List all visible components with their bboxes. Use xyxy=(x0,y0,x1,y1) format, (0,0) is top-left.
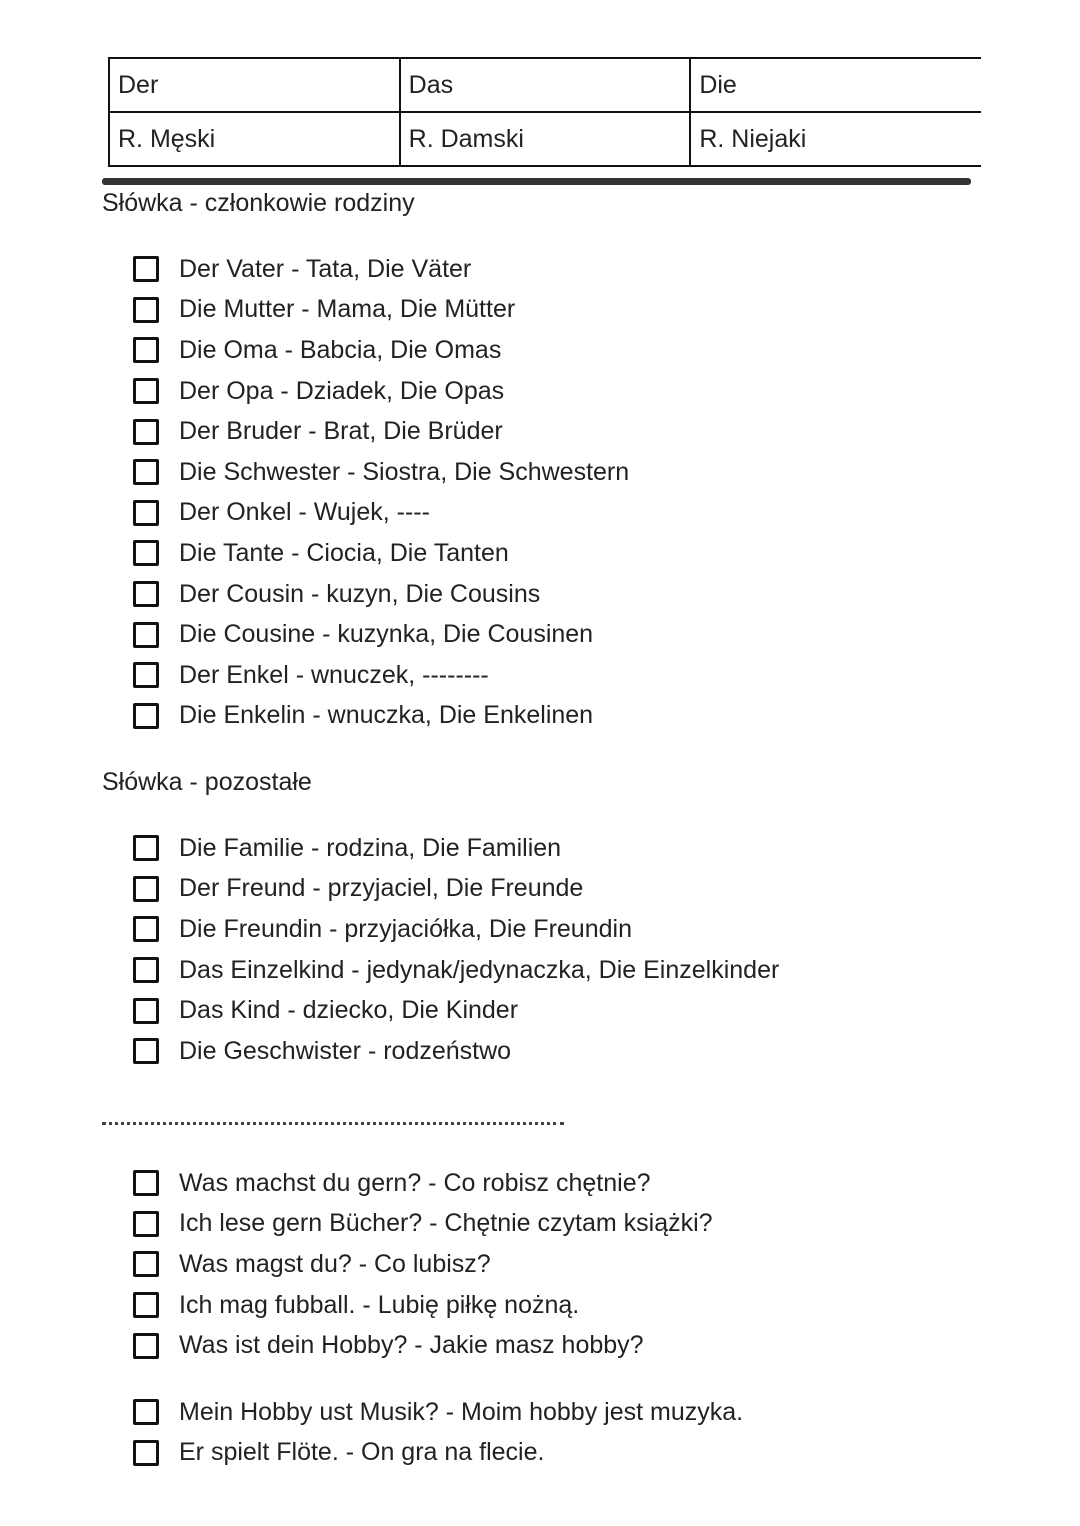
hobby-phrases-list xyxy=(133,1392,743,1473)
phrase-text: Mein Hobby ust Musik? - Moim hobby jest muzyka. xyxy=(179,1397,744,1426)
checkbox[interactable] xyxy=(133,337,159,363)
phrase-text: Was machst du gern? - Co robisz chętnie? xyxy=(179,1168,651,1197)
list-item xyxy=(133,696,629,737)
checkbox[interactable] xyxy=(133,998,159,1024)
vocab-text: Der Onkel - Wujek, ---- xyxy=(179,498,430,527)
phrase-text: Ich lese gern Bücher? - Chętnie czytam książki? xyxy=(179,1209,713,1238)
vocab-text: Die Tante - Ciocia, Die Tanten xyxy=(179,538,509,567)
checkbox[interactable] xyxy=(133,1038,159,1064)
list-item xyxy=(133,828,779,869)
checkbox[interactable] xyxy=(133,1292,159,1318)
list-item xyxy=(133,1285,713,1326)
checkbox[interactable] xyxy=(133,916,159,942)
vocab-text: Der Cousin - kuzyn, Die Cousins xyxy=(179,579,541,608)
vocab-text: Die Geschwister - rodzeństwo xyxy=(179,1036,512,1065)
vocab-text: Der Opa - Dziadek, Die Opas xyxy=(179,376,505,405)
gender-cell-feminine: R. Damski xyxy=(400,112,691,166)
phrase-text: Was magst du? - Co lubisz? xyxy=(179,1249,491,1278)
list-item xyxy=(133,990,779,1031)
checkbox[interactable] xyxy=(133,957,159,983)
checkbox[interactable] xyxy=(133,1440,159,1466)
family-vocab-list xyxy=(133,249,629,736)
checkbox[interactable] xyxy=(133,1170,159,1196)
list-item xyxy=(133,1433,743,1474)
section-divider xyxy=(102,178,971,185)
vocab-text: Die Schwester - Siostra, Die Schwestern xyxy=(179,457,630,486)
list-item xyxy=(133,869,779,910)
list-item xyxy=(133,249,629,290)
checkbox[interactable] xyxy=(133,1251,159,1277)
dotted-divider xyxy=(102,1122,564,1125)
checkbox[interactable] xyxy=(133,581,159,607)
list-item xyxy=(133,533,629,574)
vocab-text: Die Enkelin - wnuczka, Die Enkelinen xyxy=(179,701,594,730)
checkbox[interactable] xyxy=(133,1333,159,1359)
vocab-text: Der Freund - przyjaciel, Die Freunde xyxy=(179,874,584,903)
checkbox[interactable] xyxy=(133,835,159,861)
section-title-other: Słówka - pozostałe xyxy=(102,768,312,796)
list-item xyxy=(133,909,779,950)
phrase-text: Ich mag fubball. - Lubię piłkę nożną. xyxy=(179,1290,580,1319)
vocab-text: Die Familie - rodzina, Die Familien xyxy=(179,833,562,862)
list-item xyxy=(133,493,629,534)
checkbox[interactable] xyxy=(133,500,159,526)
article-cell-die: Die xyxy=(690,58,981,112)
list-item xyxy=(133,290,629,331)
list-item xyxy=(133,1163,713,1204)
phrase-text: Was ist dein Hobby? - Jakie masz hobby? xyxy=(179,1331,644,1360)
article-row xyxy=(109,58,981,112)
section-title-family: Słówka - członkowie rodziny xyxy=(102,189,415,217)
checkbox[interactable] xyxy=(133,378,159,404)
list-item xyxy=(133,411,629,452)
other-vocab-list xyxy=(133,828,779,1072)
article-cell-der: Der xyxy=(109,58,400,112)
vocab-text: Die Freundin - przyjaciółka, Die Freundin xyxy=(179,914,632,943)
checkbox[interactable] xyxy=(133,703,159,729)
list-item xyxy=(133,1204,713,1245)
list-item xyxy=(133,1392,743,1433)
checkbox[interactable] xyxy=(133,419,159,445)
vocab-text: Der Enkel - wnuczek, -------- xyxy=(179,660,489,689)
gender-cell-masculine: R. Męski xyxy=(109,112,400,166)
checkbox[interactable] xyxy=(133,256,159,282)
article-cell-das: Das xyxy=(400,58,691,112)
phrases-list xyxy=(133,1163,713,1366)
list-item xyxy=(133,452,629,493)
phrase-text: Er spielt Flöte. - On gra na flecie. xyxy=(179,1438,545,1467)
checkbox[interactable] xyxy=(133,1211,159,1237)
vocab-text: Das Einzelkind - jedynak/jedynaczka, Die Einzelkinder xyxy=(179,955,780,984)
list-item xyxy=(133,614,629,655)
checkbox[interactable] xyxy=(133,540,159,566)
list-item xyxy=(133,574,629,615)
list-item xyxy=(133,1325,713,1366)
vocab-text: Das Kind - dziecko, Die Kinder xyxy=(179,996,519,1025)
list-item xyxy=(133,1244,713,1285)
list-item xyxy=(133,655,629,696)
list-item xyxy=(133,950,779,991)
vocab-text: Der Bruder - Brat, Die Brüder xyxy=(179,417,503,446)
vocab-text: Die Oma - Babcia, Die Omas xyxy=(179,335,502,364)
checkbox[interactable] xyxy=(133,662,159,688)
gender-row xyxy=(109,112,981,166)
checkbox[interactable] xyxy=(133,459,159,485)
checkbox[interactable] xyxy=(133,297,159,323)
gender-cell-neuter: R. Niejaki xyxy=(690,112,981,166)
checkbox[interactable] xyxy=(133,876,159,902)
vocab-text: Die Cousine - kuzynka, Die Cousinen xyxy=(179,620,594,649)
checkbox[interactable] xyxy=(133,622,159,648)
vocab-text: Der Vater - Tata, Die Väter xyxy=(179,254,472,283)
list-item xyxy=(133,1031,779,1072)
list-item xyxy=(133,371,629,412)
checkbox[interactable] xyxy=(133,1399,159,1425)
gender-table xyxy=(108,57,981,167)
vocab-text: Die Mutter - Mama, Die Mütter xyxy=(179,295,516,324)
list-item xyxy=(133,330,629,371)
